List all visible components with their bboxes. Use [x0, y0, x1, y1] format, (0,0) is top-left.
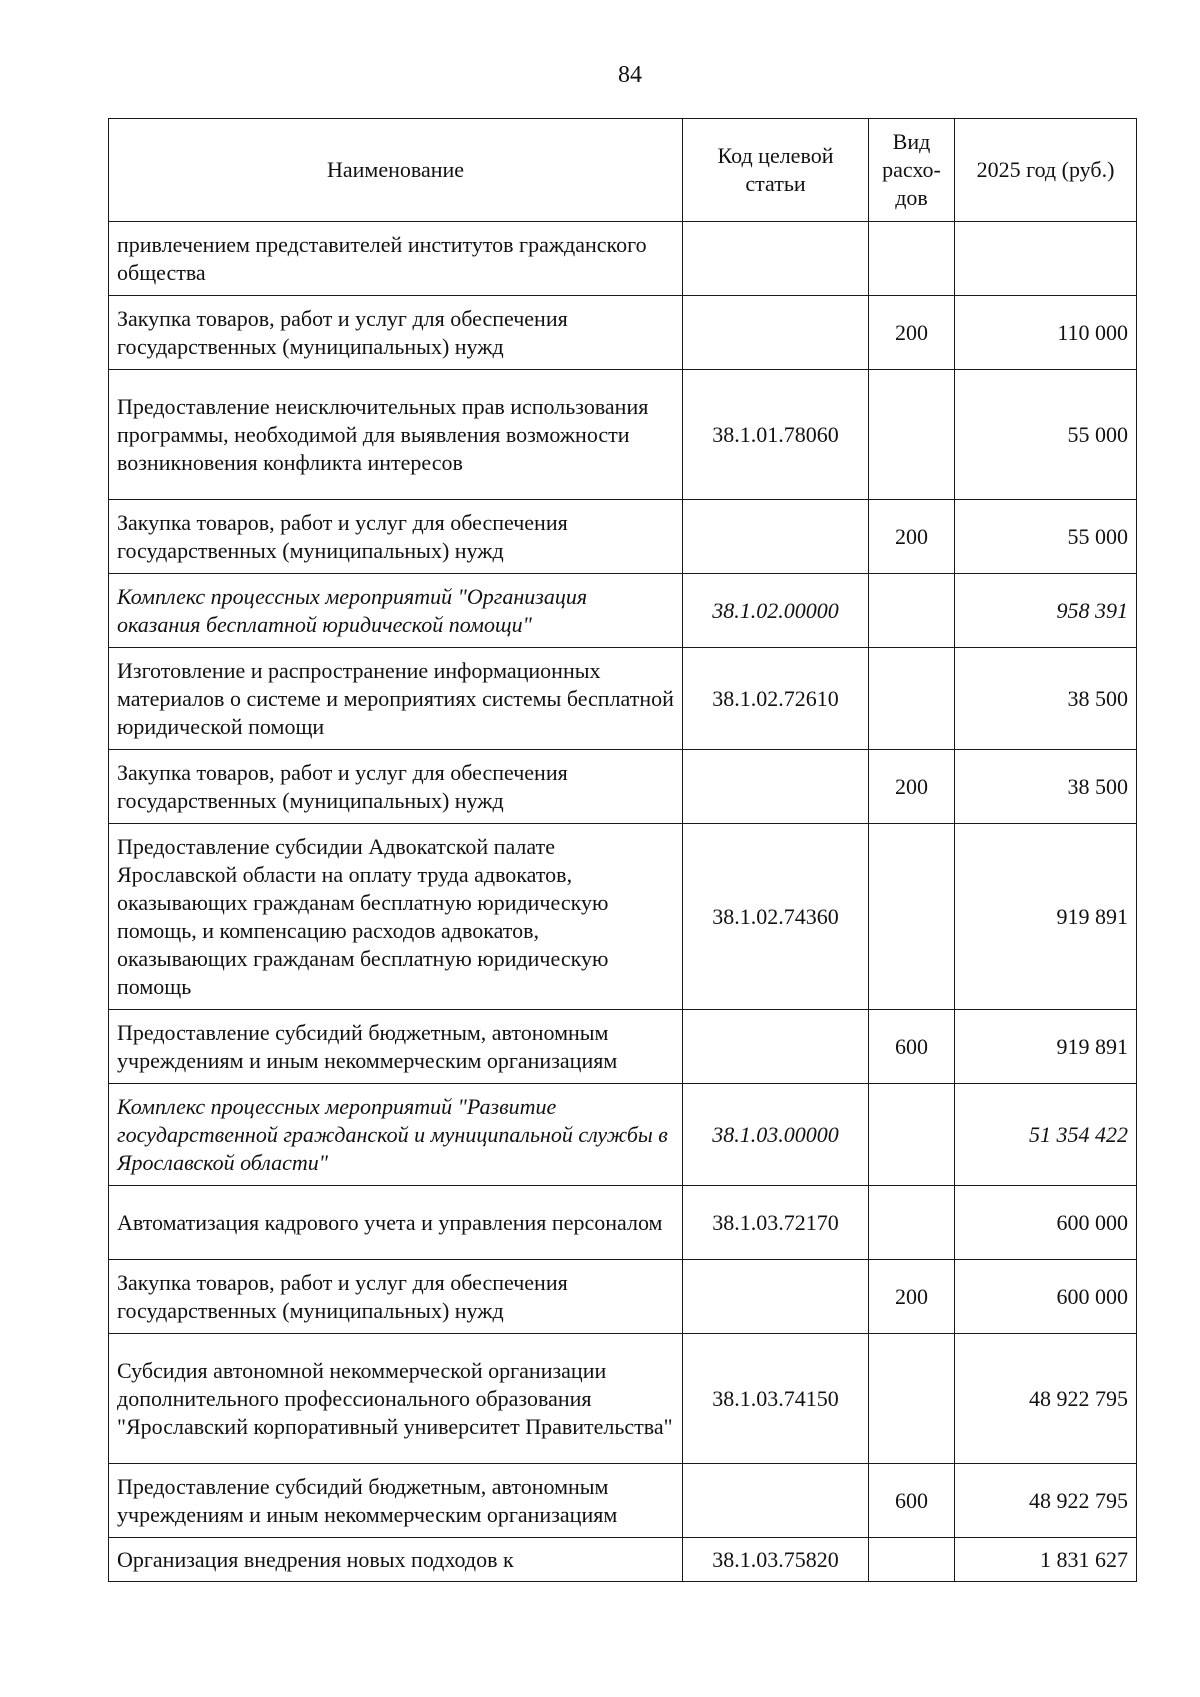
- row-amount: 51 354 422: [955, 1084, 1137, 1186]
- row-name: Комплекс процессных мероприятий "Развитие государственной гражданской и муниципальной службы в Ярославской области": [109, 1084, 683, 1186]
- row-name: Закупка товаров, работ и услуг для обеспечения государственных (муниципальных) нужд: [109, 1260, 683, 1334]
- row-code: 38.1.02.00000: [683, 574, 869, 648]
- row-kind: [869, 1334, 955, 1464]
- row-amount: [955, 222, 1137, 296]
- row-code: [683, 1464, 869, 1538]
- row-name: Организация внедрения новых подходов к: [109, 1538, 683, 1582]
- row-kind: [869, 574, 955, 648]
- row-name: Закупка товаров, работ и услуг для обеспечения государственных (муниципальных) нужд: [109, 500, 683, 574]
- row-amount: 110 000: [955, 296, 1137, 370]
- row-amount: 919 891: [955, 824, 1137, 1010]
- table-row: [109, 500, 1137, 574]
- row-kind: [869, 824, 955, 1010]
- row-kind: 200: [869, 296, 955, 370]
- row-amount: 958 391: [955, 574, 1137, 648]
- row-kind: [869, 1538, 955, 1582]
- row-amount: 600 000: [955, 1186, 1137, 1260]
- header-row: [109, 119, 1137, 222]
- row-kind: [869, 648, 955, 750]
- budget-table: [108, 118, 1137, 1582]
- row-code: [683, 1260, 869, 1334]
- table-row: [109, 1538, 1137, 1582]
- table-row: [109, 1186, 1137, 1260]
- row-amount: 48 922 795: [955, 1334, 1137, 1464]
- row-kind: [869, 1084, 955, 1186]
- table-body: [109, 222, 1137, 1582]
- row-code: [683, 222, 869, 296]
- row-kind: 200: [869, 1260, 955, 1334]
- row-kind: [869, 222, 955, 296]
- table-row: [109, 222, 1137, 296]
- row-name: Субсидия автономной некоммерческой организации дополнительного профессионального образования "Ярославский корпоративный университет Правительства": [109, 1334, 683, 1464]
- table-row-subtotal: [109, 1084, 1137, 1186]
- row-name: привлечением представителей институтов гражданского общества: [109, 222, 683, 296]
- row-code: [683, 296, 869, 370]
- table-row: [109, 1260, 1137, 1334]
- table-row: [109, 1010, 1137, 1084]
- row-code: 38.1.03.74150: [683, 1334, 869, 1464]
- table-row: [109, 296, 1137, 370]
- row-code: 38.1.01.78060: [683, 370, 869, 500]
- table-header: [109, 119, 1137, 222]
- header-amount: 2025 год (руб.): [955, 119, 1137, 222]
- table-row: [109, 1464, 1137, 1538]
- row-code: [683, 500, 869, 574]
- row-code: [683, 1010, 869, 1084]
- header-name: Наименование: [109, 119, 683, 222]
- row-code: 38.1.03.72170: [683, 1186, 869, 1260]
- table-row: [109, 648, 1137, 750]
- row-kind: 600: [869, 1464, 955, 1538]
- row-amount: 600 000: [955, 1260, 1137, 1334]
- header-code: Код целевой статьи: [683, 119, 869, 222]
- row-amount: 919 891: [955, 1010, 1137, 1084]
- page-number: 84: [618, 62, 642, 88]
- table-row: [109, 750, 1137, 824]
- row-name: Предоставление субсидий бюджетным, автономным учреждениям и иным некоммерческим организациям: [109, 1010, 683, 1084]
- row-amount: 55 000: [955, 500, 1137, 574]
- row-kind: [869, 1186, 955, 1260]
- row-name: Закупка товаров, работ и услуг для обеспечения государственных (муниципальных) нужд: [109, 750, 683, 824]
- row-name: Изготовление и распространение информационных материалов о системе и мероприятиях системы бесплатной юридической помощи: [109, 648, 683, 750]
- row-name: Автоматизация кадрового учета и управления персоналом: [109, 1186, 683, 1260]
- row-amount: 48 922 795: [955, 1464, 1137, 1538]
- header-kind: Вид расхо-дов: [869, 119, 955, 222]
- table-row: [109, 1334, 1137, 1464]
- row-name: Комплекс процессных мероприятий "Организация оказания бесплатной юридической помощи": [109, 574, 683, 648]
- row-amount: 38 500: [955, 750, 1137, 824]
- row-code: 38.1.02.74360: [683, 824, 869, 1010]
- row-kind: [869, 370, 955, 500]
- row-kind: 200: [869, 500, 955, 574]
- table-row: [109, 370, 1137, 500]
- row-amount: 55 000: [955, 370, 1137, 500]
- row-name: Предоставление субсидий бюджетным, автономным учреждениям и иным некоммерческим организациям: [109, 1464, 683, 1538]
- row-code: 38.1.03.00000: [683, 1084, 869, 1186]
- row-name: Предоставление неисключительных прав использования программы, необходимой для выявления возможности возникновения конфликта интересов: [109, 370, 683, 500]
- row-code: 38.1.02.72610: [683, 648, 869, 750]
- table-row: [109, 824, 1137, 1010]
- table-row-subtotal: [109, 574, 1137, 648]
- row-code: 38.1.03.75820: [683, 1538, 869, 1582]
- row-name: Закупка товаров, работ и услуг для обеспечения государственных (муниципальных) нужд: [109, 296, 683, 370]
- row-amount: 38 500: [955, 648, 1137, 750]
- row-amount: 1 831 627: [955, 1538, 1137, 1582]
- row-kind: 200: [869, 750, 955, 824]
- row-kind: 600: [869, 1010, 955, 1084]
- row-name: Предоставление субсидии Адвокатской палате Ярославской области на оплату труда адвокатов, оказывающих гражданам бесплатную юридическую помощь, и компенсацию расходов адвокатов, оказывающих гражданам бесплатную юридическую помощь: [109, 824, 683, 1010]
- row-code: [683, 750, 869, 824]
